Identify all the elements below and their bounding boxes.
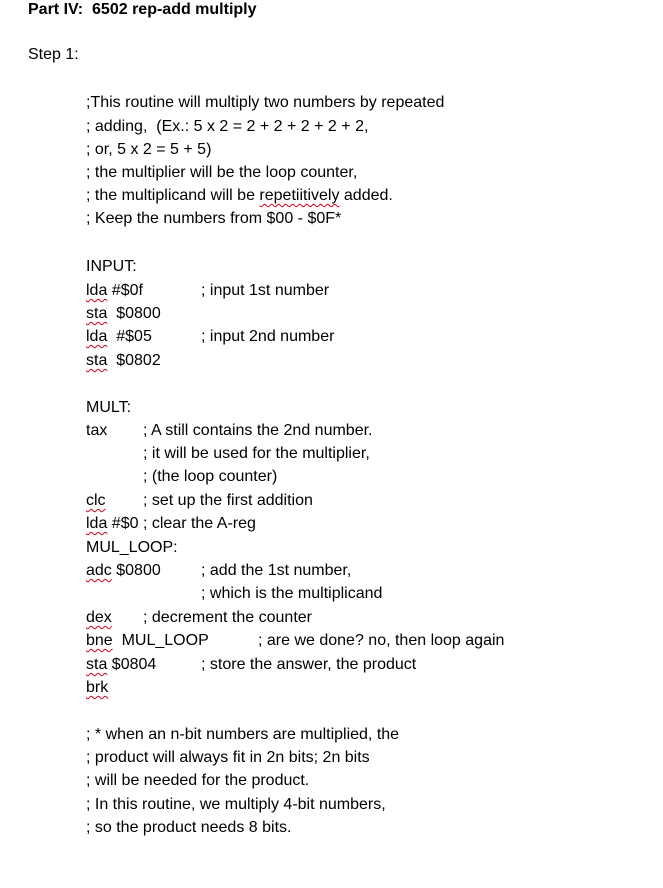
code-comment: ; (the loop counter) [143,468,278,485]
mult-label: MULT: [86,399,132,416]
comment-line: ;This routine will multiply two numbers by repeated [86,94,445,111]
code-line: sta $0800 [86,305,161,322]
code-comment: ; it will be used for the multiplier, [143,445,370,462]
code-line: bne MUL_LOOP [86,632,209,649]
comment-line: ; In this routine, we multiply 4-bit numbers, [86,796,386,813]
comment-line: ; the multiplicand will be repetiitively added. [86,187,393,204]
code-comment: ; input 2nd number [201,328,335,345]
code-line: sta $0802 [86,352,161,369]
code-comment: ; which is the multiplicand [201,585,383,602]
code-line: lda #$0f [86,282,143,299]
input-label: INPUT: [86,258,137,275]
code-line: adc $0800 [86,562,161,579]
code-comment: ; set up the first addition [143,492,313,509]
code-comment: ; input 1st number [201,282,330,299]
code-line: lda #$0 ; clear the A-reg [86,515,256,532]
comment-line: ; the multiplier will be the loop counter, [86,164,358,181]
code-line: clc [86,492,106,509]
page-title: Part IV: 6502 rep-add multiply [28,1,257,18]
code-comment: ; add the 1st number, [201,562,352,579]
code-line: dex [86,609,112,626]
code-line: tax [86,422,108,439]
code-comment: ; store the answer, the product [201,656,417,673]
code-line: lda #$05 [86,328,152,345]
comment-line: ; will be needed for the product. [86,772,310,789]
comment-line: ; product will always fit in 2n bits; 2n bits [86,749,370,766]
misspelled-word: repetiitively [259,187,340,204]
comment-line: ; so the product needs 8 bits. [86,819,292,836]
code-comment: ; A still contains the 2nd number. [143,422,373,439]
code-line: brk [86,679,109,696]
code-comment: ; decrement the counter [143,609,312,626]
loop-label: MUL_LOOP: [86,539,178,556]
comment-line: ; Keep the numbers from $00 - $0F* [86,210,342,227]
code-line: sta $0804 [86,656,157,673]
comment-line: ; or, 5 x 2 = 5 + 5) [86,141,212,158]
comment-line: ; adding, (Ex.: 5 x 2 = 2 + 2 + 2 + 2 + 2, [86,118,369,135]
step-label: Step 1: [28,46,79,63]
comment-line: ; * when an n-bit numbers are multiplied, the [86,726,400,743]
code-comment: ; are we done? no, then loop again [258,632,505,649]
